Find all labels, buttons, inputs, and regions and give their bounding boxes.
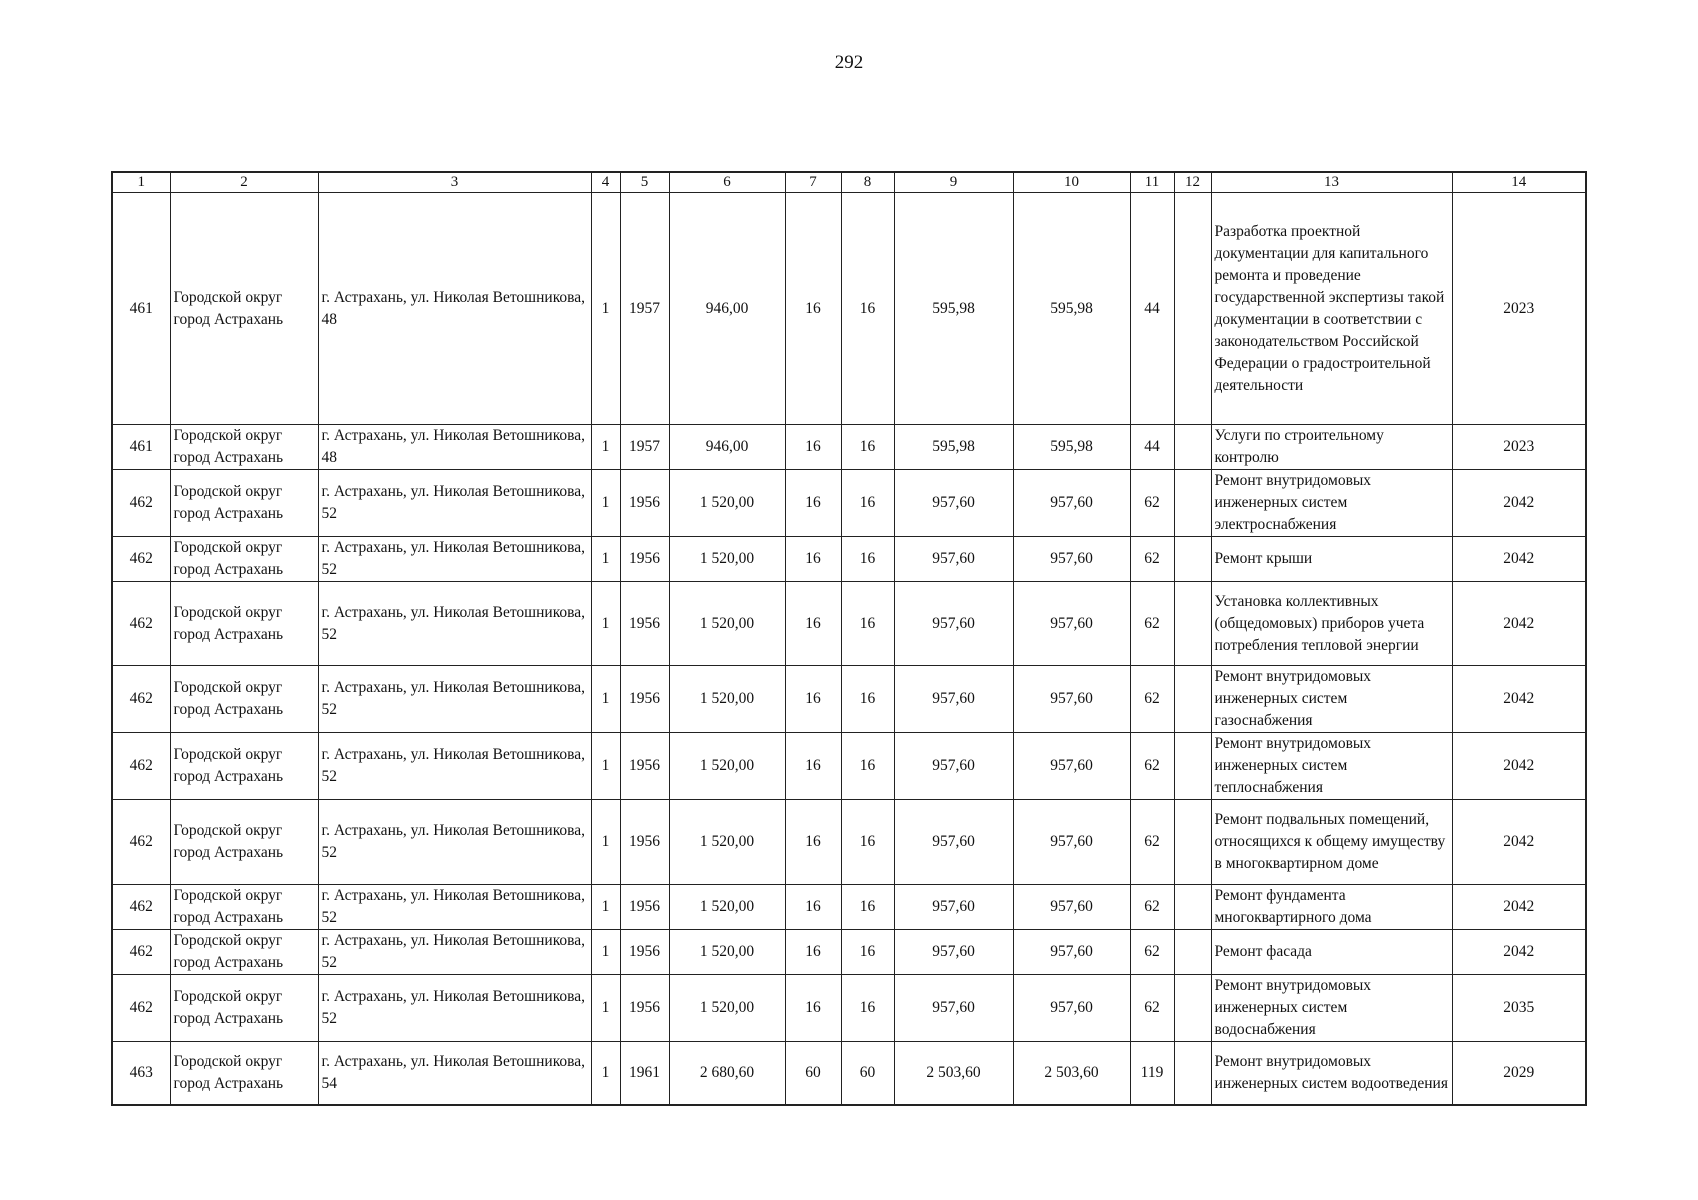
address-cell: г. Астрахань, ул. Николая Ветошникова, 48 [318,193,591,425]
column-header-8: 8 [841,172,894,193]
municipality-cell: Городской округ город Астрахань [170,800,318,885]
row-number-cell: 462 [112,733,170,800]
address-cell: г. Астрахань, ул. Николая Ветошникова, 52 [318,537,591,582]
work-type-cell: Ремонт подвальных помещений, относящихся к общему имуществу в многоквартирном доме [1211,800,1452,885]
col-12-cell [1174,800,1211,885]
year-built-cell: 1956 [620,885,669,930]
col-11-cell: 62 [1130,666,1174,733]
year-built-cell: 1956 [620,930,669,975]
municipality-cell: Городской округ город Астрахань [170,425,318,470]
col-8-cell: 16 [841,537,894,582]
col-7-cell: 16 [785,193,841,425]
col-7-cell: 16 [785,425,841,470]
col-8-cell: 16 [841,975,894,1042]
col-8-cell: 16 [841,800,894,885]
municipality-cell: Городской округ город Астрахань [170,1042,318,1105]
work-type-cell: Ремонт фундамента многоквартирного дома [1211,885,1452,930]
municipality-cell: Городской округ город Астрахань [170,537,318,582]
address-cell: г. Астрахань, ул. Николая Ветошникова, 52 [318,470,591,537]
work-type-cell: Ремонт фасада [1211,930,1452,975]
col-9-cell: 957,60 [894,666,1013,733]
table-row [112,800,1586,885]
col-12-cell [1174,733,1211,800]
col-12-cell [1174,666,1211,733]
column-header-9: 9 [894,172,1013,193]
col-11-cell: 62 [1130,470,1174,537]
column-header-2: 2 [170,172,318,193]
address-cell: г. Астрахань, ул. Николая Ветошникова, 48 [318,425,591,470]
table-row [112,885,1586,930]
total-area-cell: 1 520,00 [669,733,785,800]
total-area-cell: 946,00 [669,425,785,470]
municipality-cell: Городской округ город Астрахань [170,930,318,975]
column-header-10: 10 [1013,172,1130,193]
address-cell: г. Астрахань, ул. Николая Ветошникова, 52 [318,666,591,733]
year-built-cell: 1957 [620,193,669,425]
col-4-cell: 1 [591,800,620,885]
col-8-cell: 16 [841,930,894,975]
column-header-13: 13 [1211,172,1452,193]
work-type-cell: Ремонт внутридомовых инженерных систем водоотведения [1211,1042,1452,1105]
col-4-cell: 1 [591,733,620,800]
row-number-cell: 461 [112,425,170,470]
total-area-cell: 1 520,00 [669,582,785,666]
planned-year-cell: 2042 [1452,537,1586,582]
planned-year-cell: 2042 [1452,733,1586,800]
total-area-cell: 1 520,00 [669,470,785,537]
col-8-cell: 60 [841,1042,894,1105]
col-7-cell: 16 [785,537,841,582]
work-type-cell: Ремонт внутридомовых инженерных систем электроснабжения [1211,470,1452,537]
planned-year-cell: 2042 [1452,470,1586,537]
address-cell: г. Астрахань, ул. Николая Ветошникова, 52 [318,930,591,975]
row-number-cell: 462 [112,975,170,1042]
col-11-cell: 62 [1130,582,1174,666]
col-4-cell: 1 [591,582,620,666]
column-header-14: 14 [1452,172,1586,193]
col-7-cell: 16 [785,885,841,930]
year-built-cell: 1956 [620,666,669,733]
col-7-cell: 16 [785,975,841,1042]
col-7-cell: 16 [785,582,841,666]
total-area-cell: 1 520,00 [669,800,785,885]
municipality-cell: Городской округ город Астрахань [170,666,318,733]
planned-year-cell: 2042 [1452,666,1586,733]
work-type-cell: Установка коллективных (общедомовых) приборов учета потребления тепловой энергии [1211,582,1452,666]
column-number-row [112,172,1586,193]
year-built-cell: 1956 [620,800,669,885]
year-built-cell: 1961 [620,1042,669,1105]
planned-year-cell: 2023 [1452,193,1586,425]
col-12-cell [1174,930,1211,975]
col-4-cell: 1 [591,885,620,930]
col-8-cell: 16 [841,193,894,425]
year-built-cell: 1956 [620,537,669,582]
total-area-cell: 2 680,60 [669,1042,785,1105]
year-built-cell: 1956 [620,975,669,1042]
municipality-cell: Городской округ город Астрахань [170,885,318,930]
col-12-cell [1174,885,1211,930]
table-row [112,537,1586,582]
col-8-cell: 16 [841,885,894,930]
address-cell: г. Астрахань, ул. Николая Ветошникова, 52 [318,800,591,885]
col-12-cell [1174,1042,1211,1105]
capital-repair-table [111,171,1587,1106]
col-12-cell [1174,975,1211,1042]
col-10-cell: 957,60 [1013,470,1130,537]
col-9-cell: 957,60 [894,800,1013,885]
col-10-cell: 957,60 [1013,582,1130,666]
planned-year-cell: 2042 [1452,930,1586,975]
col-11-cell: 62 [1130,975,1174,1042]
col-12-cell [1174,537,1211,582]
col-7-cell: 16 [785,470,841,537]
col-9-cell: 2 503,60 [894,1042,1013,1105]
column-header-3: 3 [318,172,591,193]
col-8-cell: 16 [841,582,894,666]
work-type-cell: Услуги по строительному контролю [1211,425,1452,470]
col-10-cell: 595,98 [1013,193,1130,425]
address-cell: г. Астрахань, ул. Николая Ветошникова, 52 [318,885,591,930]
col-8-cell: 16 [841,733,894,800]
col-9-cell: 957,60 [894,582,1013,666]
municipality-cell: Городской округ город Астрахань [170,975,318,1042]
table-row [112,470,1586,537]
table-row [112,582,1586,666]
col-9-cell: 957,60 [894,975,1013,1042]
col-9-cell: 957,60 [894,930,1013,975]
col-9-cell: 957,60 [894,470,1013,537]
total-area-cell: 1 520,00 [669,537,785,582]
col-4-cell: 1 [591,537,620,582]
planned-year-cell: 2029 [1452,1042,1586,1105]
col-7-cell: 60 [785,1042,841,1105]
table-row [112,1042,1586,1105]
planned-year-cell: 2023 [1452,425,1586,470]
col-9-cell: 957,60 [894,885,1013,930]
municipality-cell: Городской округ город Астрахань [170,733,318,800]
col-12-cell [1174,470,1211,537]
col-11-cell: 62 [1130,930,1174,975]
table-row [112,975,1586,1042]
table-row [112,930,1586,975]
col-4-cell: 1 [591,193,620,425]
column-header-4: 4 [591,172,620,193]
col-7-cell: 16 [785,930,841,975]
col-11-cell: 62 [1130,800,1174,885]
col-4-cell: 1 [591,470,620,537]
total-area-cell: 1 520,00 [669,666,785,733]
address-cell: г. Астрахань, ул. Николая Ветошникова, 52 [318,733,591,800]
col-10-cell: 957,60 [1013,930,1130,975]
col-9-cell: 957,60 [894,733,1013,800]
total-area-cell: 946,00 [669,193,785,425]
work-type-cell: Ремонт внутридомовых инженерных систем теплоснабжения [1211,733,1452,800]
col-4-cell: 1 [591,975,620,1042]
municipality-cell: Городской округ город Астрахань [170,582,318,666]
col-8-cell: 16 [841,425,894,470]
col-7-cell: 16 [785,733,841,800]
col-4-cell: 1 [591,930,620,975]
column-header-6: 6 [669,172,785,193]
year-built-cell: 1956 [620,470,669,537]
year-built-cell: 1957 [620,425,669,470]
planned-year-cell: 2042 [1452,800,1586,885]
column-header-5: 5 [620,172,669,193]
col-10-cell: 2 503,60 [1013,1042,1130,1105]
work-type-cell: Ремонт крыши [1211,537,1452,582]
row-number-cell: 462 [112,800,170,885]
col-11-cell: 44 [1130,193,1174,425]
col-9-cell: 957,60 [894,537,1013,582]
row-number-cell: 462 [112,666,170,733]
row-number-cell: 463 [112,1042,170,1105]
table-row [112,193,1586,425]
planned-year-cell: 2042 [1452,582,1586,666]
municipality-cell: Городской округ город Астрахань [170,470,318,537]
col-10-cell: 957,60 [1013,800,1130,885]
col-11-cell: 44 [1130,425,1174,470]
col-12-cell [1174,425,1211,470]
table-row [112,733,1586,800]
planned-year-cell: 2035 [1452,975,1586,1042]
year-built-cell: 1956 [620,733,669,800]
address-cell: г. Астрахань, ул. Николая Ветошникова, 52 [318,582,591,666]
work-type-cell: Ремонт внутридомовых инженерных систем водоснабжения [1211,975,1452,1042]
work-type-cell: Ремонт внутридомовых инженерных систем газоснабжения [1211,666,1452,733]
col-7-cell: 16 [785,800,841,885]
column-header-12: 12 [1174,172,1211,193]
address-cell: г. Астрахань, ул. Николая Ветошникова, 52 [318,975,591,1042]
column-header-7: 7 [785,172,841,193]
row-number-cell: 462 [112,885,170,930]
col-10-cell: 957,60 [1013,733,1130,800]
col-11-cell: 62 [1130,537,1174,582]
col-10-cell: 957,60 [1013,537,1130,582]
col-10-cell: 595,98 [1013,425,1130,470]
column-header-1: 1 [112,172,170,193]
col-9-cell: 595,98 [894,425,1013,470]
col-9-cell: 595,98 [894,193,1013,425]
planned-year-cell: 2042 [1452,885,1586,930]
municipality-cell: Городской округ город Астрахань [170,193,318,425]
year-built-cell: 1956 [620,582,669,666]
col-8-cell: 16 [841,470,894,537]
row-number-cell: 461 [112,193,170,425]
col-11-cell: 119 [1130,1042,1174,1105]
total-area-cell: 1 520,00 [669,885,785,930]
col-11-cell: 62 [1130,885,1174,930]
row-number-cell: 462 [112,582,170,666]
col-10-cell: 957,60 [1013,975,1130,1042]
col-4-cell: 1 [591,425,620,470]
row-number-cell: 462 [112,537,170,582]
address-cell: г. Астрахань, ул. Николая Ветошникова, 54 [318,1042,591,1105]
table-row [112,666,1586,733]
col-4-cell: 1 [591,666,620,733]
col-12-cell [1174,582,1211,666]
row-number-cell: 462 [112,930,170,975]
col-12-cell [1174,193,1211,425]
col-10-cell: 957,60 [1013,885,1130,930]
work-type-cell: Разработка проектной документации для капитального ремонта и проведение государственной экспертизы такой документации в соответствии с законодательством Российской Федерации о градостроительной деятельности [1211,193,1452,425]
table-row [112,425,1586,470]
col-10-cell: 957,60 [1013,666,1130,733]
row-number-cell: 462 [112,470,170,537]
page-number: 292 [834,52,864,73]
column-header-11: 11 [1130,172,1174,193]
col-11-cell: 62 [1130,733,1174,800]
col-8-cell: 16 [841,666,894,733]
col-4-cell: 1 [591,1042,620,1105]
total-area-cell: 1 520,00 [669,930,785,975]
col-7-cell: 16 [785,666,841,733]
total-area-cell: 1 520,00 [669,975,785,1042]
